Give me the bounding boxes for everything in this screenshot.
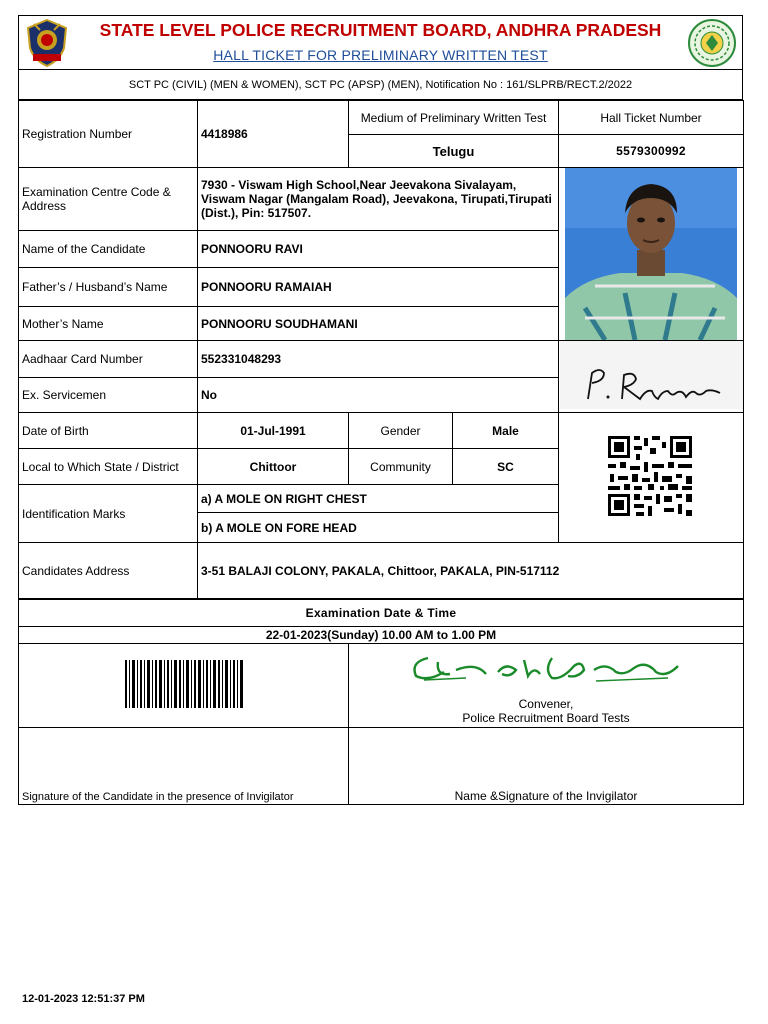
address-value: 3-51 BALAJI COLONY, PAKALA, Chittoor, PAKALA, PIN-517112 [198, 543, 744, 599]
exam-datetime-title: Examination Date & Time [19, 600, 744, 627]
local-district-label: Local to Which State / District [19, 449, 198, 485]
invigilator-signature-label: Name &Signature of the Invigilator [349, 728, 744, 805]
candidate-signature [560, 341, 743, 409]
board-title: STATE LEVEL POLICE RECRUITMENT BOARD, ANDHRA PRADESH [99, 20, 662, 40]
candidate-name-value: PONNOORU RAVI [198, 231, 559, 268]
registration-value: 4418986 [198, 101, 349, 168]
convener-title: Convener, [518, 697, 574, 711]
centre-value: 7930 - Viswam High School,Near Jeevakona Sivalayam, Viswam Nagar (Mangalam Road), Jeevakona, Tirupati,Tirupati (Dist.), Pin: 517507. [198, 168, 559, 231]
ex-servicemen-label: Ex. Servicemen [19, 377, 198, 413]
aadhaar-value: 552331048293 [198, 341, 559, 378]
community-label: Community [349, 449, 453, 485]
registration-label: Registration Number [19, 101, 198, 168]
header [18, 15, 743, 70]
hall-ticket [18, 15, 743, 805]
exam-and-signatures-table [18, 599, 744, 805]
hall-ticket-value: 5579300992 [559, 135, 744, 168]
dob-label: Date of Birth [19, 413, 198, 449]
qr-code [606, 434, 696, 518]
identification-marks-label: Identification Marks [19, 485, 198, 543]
barcode [125, 660, 243, 708]
candidate-signature-cell [559, 341, 744, 413]
barcode-cell [19, 644, 349, 728]
print-timestamp: 12-01-2023 12:51:37 PM [22, 993, 145, 1005]
medium-label: Medium of Preliminary Written Test [349, 101, 559, 135]
ex-servicemen-value: No [198, 377, 559, 413]
identification-mark-b: b) A MOLE ON FORE HEAD [198, 513, 559, 543]
community-value: SC [453, 449, 559, 485]
aadhaar-label: Aadhaar Card Number [19, 341, 198, 378]
exam-datetime-value: 22-01-2023(Sunday) 10.00 AM to 1.00 PM [19, 627, 744, 644]
ap-state-emblem-icon [685, 18, 739, 68]
convener-cell [349, 644, 744, 728]
candidate-details-table [18, 100, 744, 599]
qr-code-cell [559, 413, 744, 543]
gender-label: Gender [349, 413, 453, 449]
candidate-photo-cell [559, 168, 744, 341]
candidate-name-label: Name of the Candidate [19, 231, 198, 268]
convener-signature [406, 648, 686, 686]
local-district-value: Chittoor [198, 449, 349, 485]
centre-label: Examination Centre Code & Address [19, 168, 198, 231]
address-label: Candidates Address [19, 543, 198, 599]
hall-ticket-subtitle: HALL TICKET FOR PRELIMINARY WRITTEN TEST [213, 47, 548, 63]
dob-value: 01-Jul-1991 [198, 413, 349, 449]
candidate-signature-label: Signature of the Candidate in the presence of Invigilator [19, 728, 349, 805]
mother-name-value: PONNOORU SOUDHAMANI [198, 307, 559, 341]
notification-line: SCT PC (CIVIL) (MEN & WOMEN), SCT PC (APSP) (MEN), Notification No : 161/SLPRB/RECT.2/2022 [18, 70, 743, 100]
identification-mark-a: a) A MOLE ON RIGHT CHEST [198, 485, 559, 513]
mother-name-label: Mother’s Name [19, 307, 198, 341]
gender-value: Male [453, 413, 559, 449]
hall-ticket-label: Hall Ticket Number [559, 101, 744, 135]
medium-value: Telugu [349, 135, 559, 168]
father-name-value: PONNOORU RAMAIAH [198, 268, 559, 307]
candidate-photo [565, 168, 737, 340]
father-name-label: Father’s / Husband’s Name [19, 268, 198, 307]
convener-designation: Police Recruitment Board Tests [462, 711, 630, 725]
